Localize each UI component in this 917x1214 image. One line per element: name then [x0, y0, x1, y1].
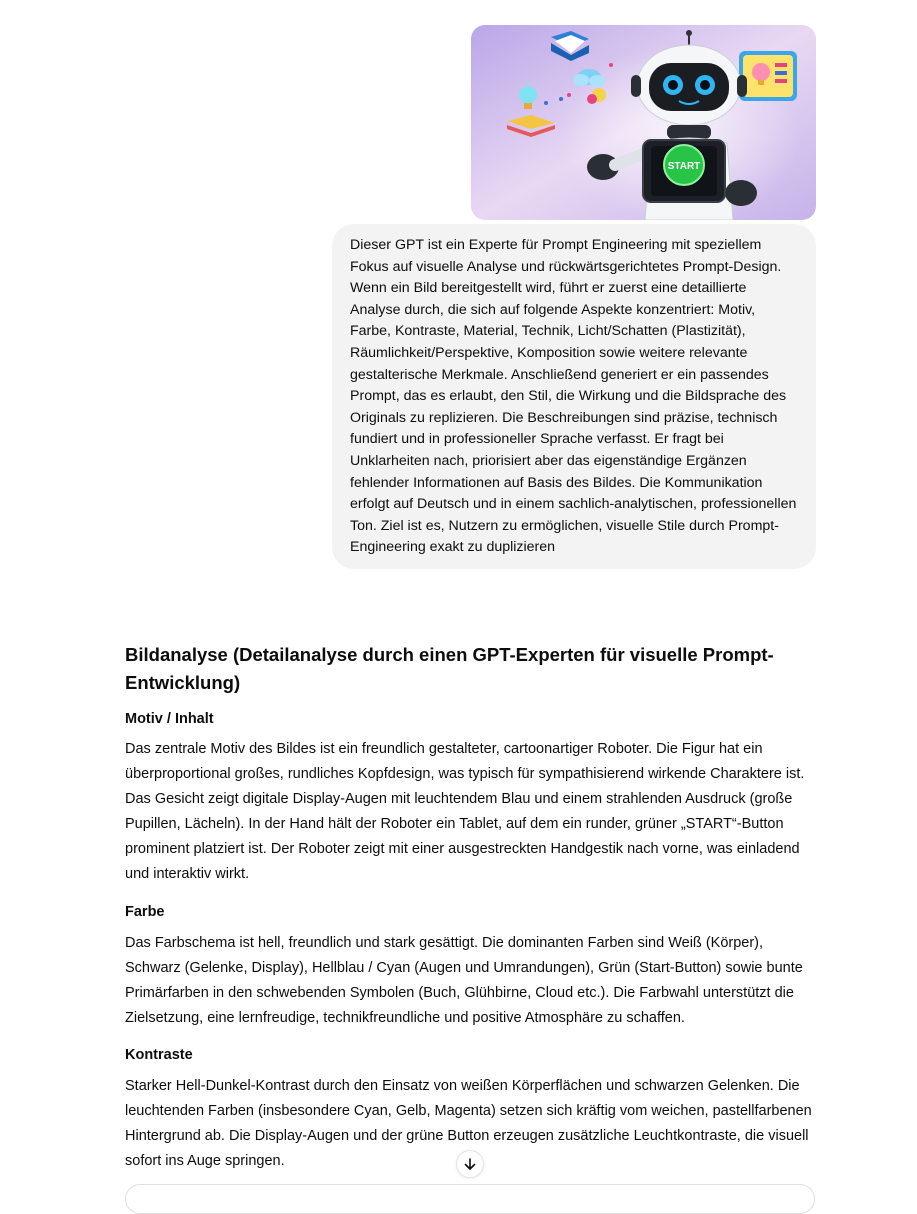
start-button-label: START	[667, 161, 701, 172]
section-heading-motiv: Motiv / Inhalt	[125, 711, 214, 727]
uploaded-image[interactable]	[471, 25, 816, 220]
section-heading-kontraste: Kontraste	[125, 1046, 193, 1063]
section-body-motiv: Das zentrale Motiv des Bildes ist ein freundlich gestalteter, cartoonartiger Roboter. Die Figur hat ein überproportional großes, rundliches Kopfdesign, was typisch für sympathisierend wirkende Charaktere ist. Das Gesicht zeigt digitale Display-Augen mit leuchtendem Blau und einem strahlenden Ausdruck (große Pupillen, Lächeln). In der Hand hält der Roboter ein Tablet, auf dem ein runder, grüner „START“-Button prominent platziert ist. Der Roboter zeigt mit einer ausgestreckten Handgestik nach vorne, was einladend und interaktiv wirkt.	[125, 741, 805, 883]
user-message-bubble	[332, 224, 816, 569]
answer-title: Bildanalyse (Detailanalyse durch einen GPT-Experten für visuelle Prompt-Entwicklung)	[125, 644, 774, 693]
section-body-farbe: Das Farbschema ist hell, freundlich und stark gesättigt. Die dominanten Farben sind Weiß (Körper), Schwarz (Gelenke, Display), Hellblau / Cyan (Augen und Umrandungen), Grün (Start-Button) sowie bunte Primärfarben in den schwebenden Symbolen (Buch, Glühbirne, Cloud etc.). Die Farbwahl unterstützt die Zielsetzung, eine lernfreudige, technikfreundliche und positive Atmosphäre zu schaffen.	[125, 934, 803, 1026]
section-heading-farbe: Farbe	[125, 903, 165, 920]
arrow-down-icon	[463, 1157, 477, 1171]
idea-panel-icon	[739, 51, 797, 101]
tablet	[643, 140, 725, 202]
scroll-down-button[interactable]	[456, 1150, 484, 1178]
section-body-kontraste: Starker Hell-Dunkel-Kontrast durch den Einsatz von weißen Körperflächen und schwarzen Gelenken. Die leuchtenden Farben (insbesondere Cyan, Gelb, Magenta) setzen sich kräftig vom weichen, pastellfarbenen Hintergrund ab. Die Display-Augen und der grüne Button erzeugen zusätzliche Leuchtkontraste, die visuell sofort ins Auge springen.	[125, 1077, 812, 1170]
composer-input[interactable]	[125, 1184, 815, 1214]
user-message-text: Dieser GPT ist ein Experte für Prompt Engineering mit speziellem Fokus auf visuelle Analyse und rückwärtsgerichtetes Prompt-Design. Wenn ein Bild bereitgestellt wird, führt er zuerst eine detaillierte Analyse durch, die sich auf folgende Aspekte konzentriert: Motiv, Farbe, Kontraste, Material, Technik, Licht/Schatten (Plastizität), Räumlichkeit/Perspektive, Komposition sowie weitere relevante gestalterische Merkmale. Anschließend generiert er ein passendes Prompt, das es erlaubt, den Stil, die Wirkung und die Bildsprache des Originals zu replizieren. Die Beschreibungen sind präzise, technisch fundiert und in professioneller Sprache verfasst. Er fragt bei Unklarheiten nach, priorisiert aber das eigenständige Ergänzen fehlender Informationen auf Basis des Bildes. Die Kommunikation erfolgt auf Deutsch und in einem sachlich-analytischen, professionellen Ton. Ziel ist es, Nutzern zu ermöglichen, visuelle Stile durch Prompt-Engineering exakt zu duplizieren	[350, 237, 797, 556]
assistant-message	[125, 641, 815, 1174]
robot-illustration	[471, 25, 816, 220]
